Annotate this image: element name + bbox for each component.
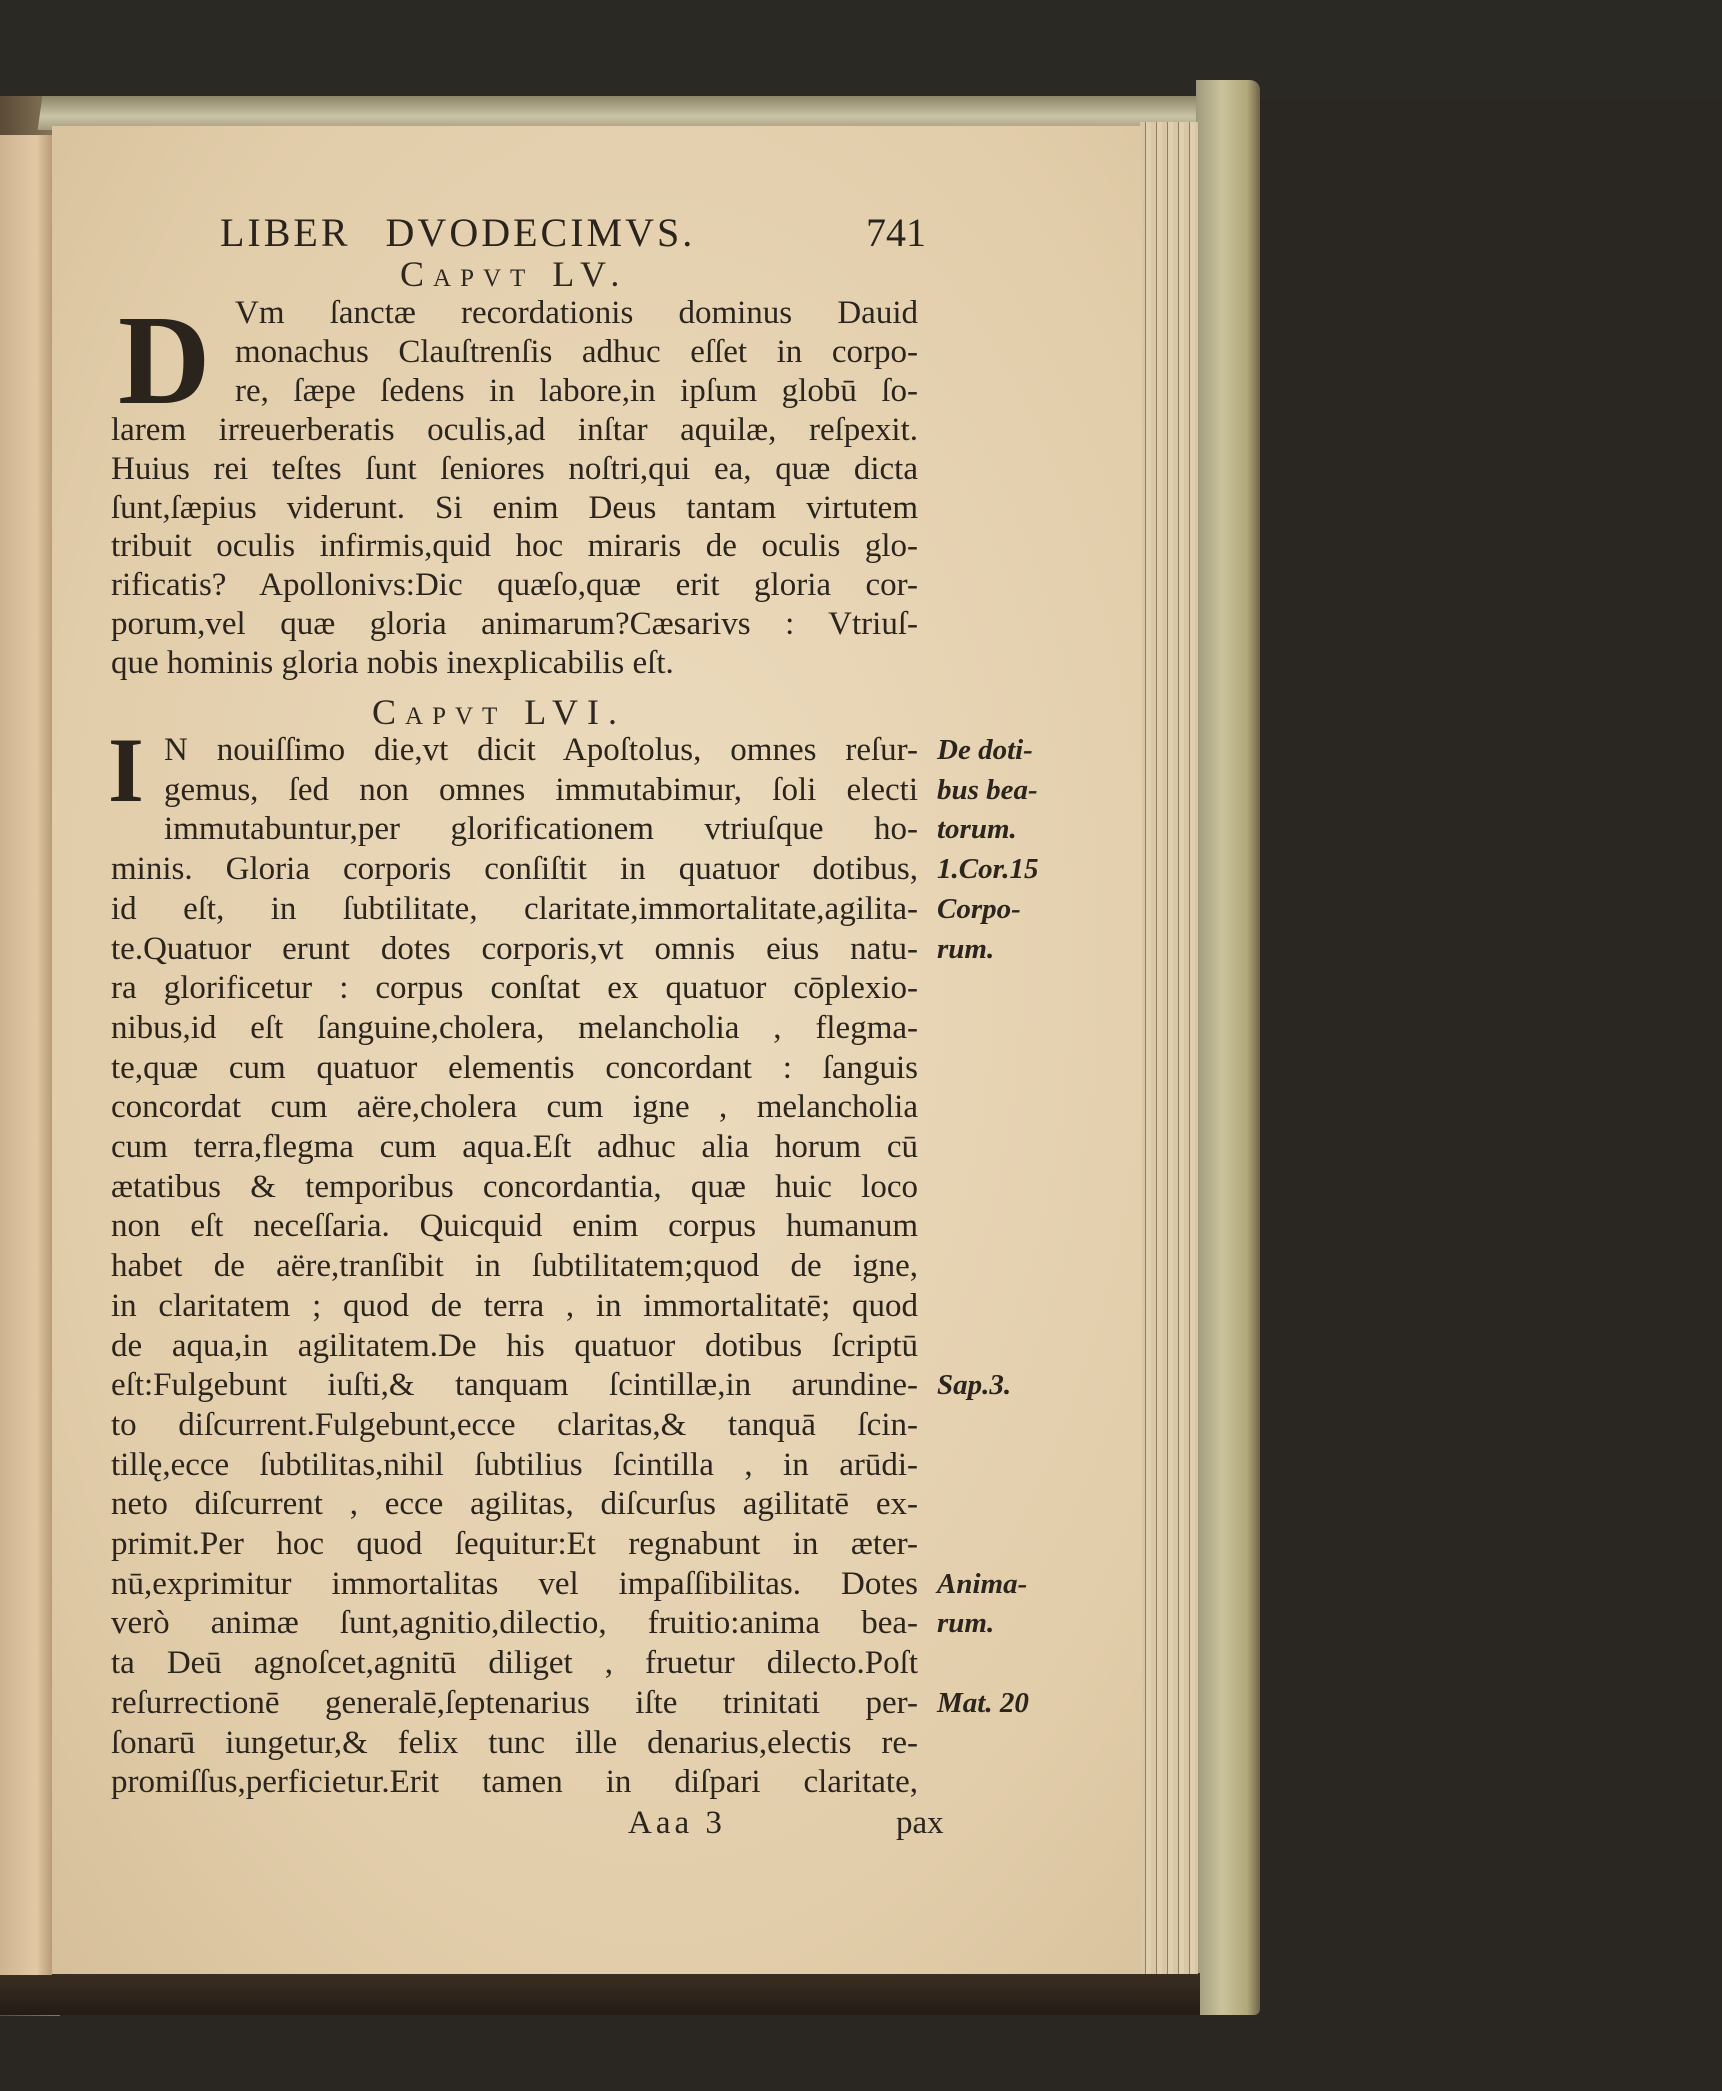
chapter-heading-56: Capvt LVI.	[372, 692, 626, 732]
facing-page-edge	[0, 135, 52, 1975]
text-line: monachus Clauſtrenſis adhuc eſſet in corpo-	[235, 333, 918, 370]
text-line: gemus, ſed non omnes immutabimur, ſoli electi	[164, 771, 918, 808]
right-cover-edge	[1196, 80, 1260, 2015]
text-line: cum terra,flegma cum aqua.Eſt adhuc alia horum cū	[111, 1129, 918, 1165]
text-line: in claritatem ; quod de terra , in immortalitatē; quod	[111, 1287, 918, 1324]
text-line: rificatis? Apollonivs:Dic quæſo,quæ erit gloria cor-	[111, 567, 918, 604]
text-line: to diſcurrent.Fulgebunt,ecce claritas,& tanquā ſcin-	[111, 1406, 918, 1443]
text-line: primit.Per hoc quod ſequitur:Et regnabunt in æter-	[111, 1526, 918, 1562]
marginal-note: Mat. 20	[937, 1686, 1029, 1719]
text-line: re, ſæpe ſedens in labore,in ipſum globū ſo-	[235, 372, 918, 409]
background	[0, 0, 1722, 100]
text-line: te.Quatuor erunt dotes corporis,vt omnis eius natu-	[111, 930, 918, 967]
marginal-note: 1.Cor.15	[937, 853, 1039, 886]
book-bottom-shadow	[0, 1973, 1200, 2015]
page-number: 741	[866, 210, 926, 255]
text-line: promiſſus,perficietur.Erit tamen in diſpari claritate,	[111, 1764, 918, 1801]
text-line: N nouiſſimo die,vt dicit Apoſtolus, omnes reſur-	[164, 732, 918, 768]
text-line: que hominis gloria nobis inexplicabilis eſt.	[111, 645, 674, 682]
text-line: nibus,id eſt ſanguine,cholera, melancholia , flegma-	[111, 1009, 918, 1046]
marginal-note: De doti-	[937, 734, 1033, 766]
text-line: id eſt, in ſubtilitate, claritate,immortalitate,agilita-	[111, 890, 918, 927]
marginal-note: bus bea-	[937, 773, 1038, 806]
text-line: Vm ſanctæ recordationis dominus Dauid	[235, 295, 918, 331]
marginal-note: rum.	[937, 1607, 995, 1640]
text-line: habet de aëre,tranſibit in ſubtilitatem;quod de igne,	[111, 1248, 918, 1285]
marginal-note: rum.	[937, 932, 995, 965]
text-line: tillę,ecce ſubtilitas,nihil ſubtilius ſcintilla , in arūdi-	[111, 1446, 918, 1483]
text-line: Huius rei teſtes ſunt ſeniores noſtri,qui ea, quæ dicta	[111, 450, 918, 487]
text-line: tribuit oculis infirmis,quid hoc miraris de oculis glo-	[111, 528, 918, 565]
marginal-note: Anima-	[937, 1567, 1028, 1600]
text-line: minis. Gloria corporis conſiſtit in quatuor dotibus,	[111, 851, 918, 888]
running-head-title: LIBER DVODECIMVS.	[220, 210, 696, 255]
page-stack-edge	[1140, 122, 1198, 1974]
chapter-heading-55: Capvt LV.	[400, 254, 629, 294]
text-line: ſunt,ſæpius viderunt. Si enim Deus tantam virtutem	[111, 489, 918, 526]
dropcap-i: I	[108, 719, 144, 821]
catchword: pax	[896, 1805, 944, 1841]
text-line: porum,vel quæ gloria animarum?Cæsarivs : Vtriuſ-	[111, 606, 918, 643]
text-line: te,quæ cum quatuor elementis concordant : ſanguis	[111, 1049, 918, 1086]
text-line: de aqua,in agilitatem.De his quatuor dotibus ſcriptū	[111, 1327, 918, 1364]
text-line: immutabuntur,per glorificationem vtriuſque ho-	[164, 811, 918, 848]
text-line: verò animæ ſunt,agnitio,dilectio, fruitio:anima bea-	[111, 1605, 918, 1642]
text-line: neto diſcurrent , ecce agilitas, diſcurſus agilitatē ex-	[111, 1486, 918, 1523]
text-line: ra glorificetur : corpus conſtat ex quatuor cōplexio-	[111, 970, 918, 1007]
text-line: ta Deū agnoſcet,agnitū diliget , fruetur dilecto.Poſt	[111, 1645, 918, 1682]
signature-mark: Aaa 3	[628, 1805, 726, 1841]
text-line: non eſt neceſſaria. Quicquid enim corpus humanum	[111, 1208, 918, 1245]
text-line: ætatibus & temporibus concordantia, quæ huic loco	[111, 1168, 918, 1205]
text-line: nū,exprimitur immortalitas vel impaſſibilitas. Dotes	[111, 1565, 918, 1602]
marginal-note: Corpo-	[937, 892, 1021, 925]
text-line: larem irreuerberatis oculis,ad inſtar aquilæ, reſpexit.	[111, 411, 918, 448]
text-line: eſt:Fulgebunt iuſti,& tanquam ſcintillæ,in arundine-	[111, 1367, 918, 1404]
marginal-note: torum.	[937, 813, 1017, 846]
dropcap-d: D	[118, 289, 211, 431]
text-line: concordat cum aëre,cholera cum igne , melancholia	[111, 1089, 918, 1126]
marginal-note: Sap.3.	[937, 1369, 1012, 1402]
text-line: ſonarū iungetur,& felix tunc ille denarius,electis re-	[111, 1724, 918, 1761]
text-line: reſurrectionē generalē,ſeptenarius iſte trinitati per-	[111, 1684, 918, 1721]
top-cover-edge	[38, 96, 1213, 130]
